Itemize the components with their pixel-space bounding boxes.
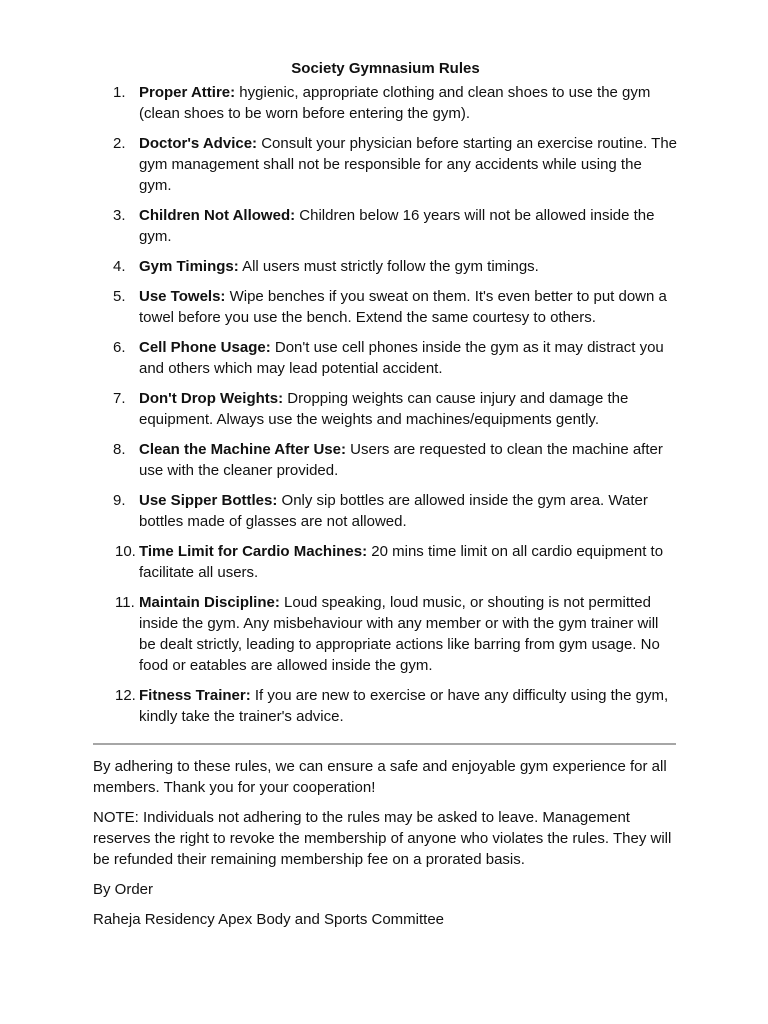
rule-number: 5. (113, 288, 126, 305)
rule-heading: Gym Timings: (139, 258, 239, 275)
rule-item (93, 685, 678, 727)
rule-text: All users must strictly follow the gym timings. (242, 258, 539, 275)
document-page (93, 58, 678, 939)
rule-text: 20 mins time limit on all cardio equipment to facilitate all users. (139, 543, 664, 581)
rule-number: 12. (115, 687, 136, 704)
order-line: By Order (93, 881, 154, 898)
rule-item (93, 592, 678, 676)
document-title: Society Gymnasium Rules (291, 60, 480, 77)
rule-number: 11. (115, 594, 135, 611)
rule-text: Wipe benches if you sweat on them. It's even better to put down a towel before you use the bench. Extend the same courtesy to others. (139, 288, 667, 326)
rule-text: Consult your physician before starting an exercise routine. The gym management shall not be responsible for any accidents while using the gym. (139, 135, 677, 194)
rule-heading: Cell Phone Usage: (139, 339, 271, 356)
rule-item (93, 490, 678, 532)
rule-text: hygienic, appropriate clothing and clean shoes to use the gym (clean shoes to be worn before entering the gym). (139, 84, 651, 122)
rule-number: 1. (113, 84, 126, 101)
rule-number: 9. (113, 492, 126, 509)
rule-heading: Use Towels: (139, 288, 226, 305)
rule-number: 7. (113, 390, 126, 407)
rule-text: If you are new to exercise or have any difficulty using the gym, kindly take the trainer's advice. (139, 687, 669, 725)
rule-item (93, 286, 678, 328)
rule-text: Don't use cell phones inside the gym as it may distract you and others which may lead potential accident. (139, 339, 664, 377)
rule-heading: Clean the Machine After Use: (139, 441, 346, 458)
rule-text: Users are requested to clean the machine after use with the cleaner provided. (139, 441, 663, 479)
rules-list (93, 82, 678, 727)
rule-item (93, 133, 678, 196)
rule-number: 6. (113, 339, 126, 356)
rule-text: Loud speaking, loud music, or shouting is not permitted inside the gym. Any misbehaviour with any member or with the gym trainer will be dealt strictly, leading to appropriate actions like barring from gym usage. No food or eatables are allowed inside the gym. (139, 594, 660, 674)
rule-heading: Proper Attire: (139, 84, 236, 101)
rule-heading: Don't Drop Weights: (139, 390, 284, 407)
rule-heading: Doctor's Advice: (139, 135, 258, 152)
rule-item (93, 205, 678, 247)
rule-text: Children below 16 years will not be allowed inside the gym. (139, 207, 655, 245)
rule-number: 10. (115, 543, 136, 560)
rule-number: 4. (113, 258, 126, 275)
rule-text: Only sip bottles are allowed inside the gym area. Water bottles made of glasses are not allowed. (139, 492, 648, 530)
rule-item (93, 541, 678, 583)
signatory-line: Raheja Residency Apex Body and Sports Committee (93, 911, 445, 928)
closing-paragraph: By adhering to these rules, we can ensure a safe and enjoyable gym experience for all members. Thank you for your cooperation! (93, 758, 667, 796)
rule-item (93, 82, 678, 124)
rule-text: Dropping weights can cause injury and damage the equipment. Always use the weights and machines/equipments gently. (139, 390, 629, 428)
rule-heading: Children Not Allowed: (139, 207, 296, 224)
section-divider (93, 743, 676, 745)
rule-item (93, 388, 678, 430)
rule-item (93, 337, 678, 379)
note-paragraph: NOTE: Individuals not adhering to the rules may be asked to leave. Management reserves the right to revoke the membership of anyone who violates the rules. They will be refunded their remaining membership fee on a prorated basis. (93, 809, 672, 868)
rule-number: 2. (113, 135, 126, 152)
rule-item (93, 256, 678, 277)
rule-heading: Time Limit for Cardio Machines: (139, 543, 368, 560)
rule-number: 8. (113, 441, 126, 458)
rule-heading: Fitness Trainer: (139, 687, 251, 704)
rule-heading: Maintain Discipline: (139, 594, 280, 611)
rule-item (93, 439, 678, 481)
rule-number: 3. (113, 207, 126, 224)
rule-heading: Use Sipper Bottles: (139, 492, 278, 509)
